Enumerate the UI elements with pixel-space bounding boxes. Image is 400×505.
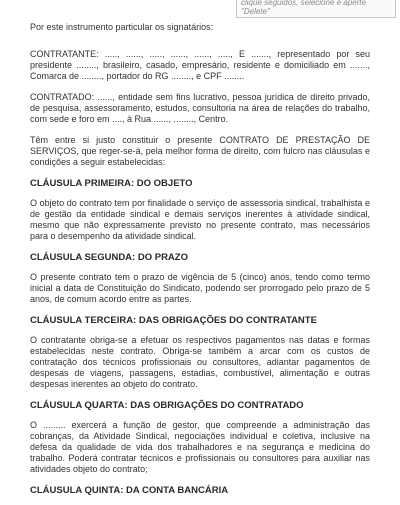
opening-line: Por este instrumento particular os signatários: — [30, 22, 214, 32]
clause-text-terceira: O contratante obriga-se a efetuar os respectivos pagamentos nas datas e formas estabelecidas neste contrato. Obriga-se também a arcar com os custos de contratação dos técnicos profissionais ou consultores, adiantar pagamentos de despesas de viagens, passagens, estadias, combustível, alimentação e outras despesas inerentes ao objeto do contrato. — [30, 335, 370, 389]
contratado-paragraph: CONTRATADO: ......, entidade sem fins lucrativo, pessoa jurídica de direito privado, de pesquisa, assessoramento, estudos, consultoria na área de relações do trabalho, com sede e foro em ...., à Rua ......, ........, Centro. — [30, 92, 370, 124]
instruction-note-text: clique seguidos, selecione e aperte "Delete" — [241, 0, 366, 16]
instruction-note — [236, 0, 396, 18]
clause-text-segunda: O presente contrato tem o prazo de vigência de 5 (cinco) anos, tendo como termo inicial a data de Constituição do Sindicato, podendo ser prorrogado pelo prazo de 5 anos, de comum acordo entre as partes. — [30, 272, 370, 304]
clause-heading-primeira: CLÁUSULA PRIMEIRA: DO OBJETO — [30, 178, 193, 189]
clause-text-primeira: O objeto do contrato tem por finalidade o serviço de assessoria sindical, trabalhista e de gestão da entidade sindical e demais serviços inerentes à atividade sindical, mesmo que não expressamente previsto no presente contrato, mas necessários para o desempenho da atividade sindical. — [30, 198, 370, 241]
clause-heading-terceira: CLÁUSULA TERCEIRA: DAS OBRIGAÇÕES DO CONTRATANTE — [30, 315, 317, 326]
clause-heading-segunda: CLÁUSULA SEGUNDA: DO PRAZO — [30, 252, 188, 263]
intro-paragraph: Têm entre si justo constituir o presente CONTRATO DE PRESTAÇÃO DE SERVIÇOS, que reger-se-á, pela melhor forma de direito, com fulcro nas cláusulas e condições a seguir estabelecidas: — [30, 135, 370, 167]
clause-heading-quarta: CLÁUSULA QUARTA: DAS OBRIGAÇÕES DO CONTRATADO — [30, 400, 304, 411]
clause-heading-quinta: CLÁUSULA QUINTA: DA CONTA BANCÁRIA — [30, 485, 229, 496]
contract-document — [30, 22, 370, 505]
contratante-paragraph: CONTRATANTE: ....., ......, ....., ......, ......, ....., E ......., representado por seu presidente ........, brasileiro, casado, empresário, residente e domiciliado em ......., Comarca de ........, portador do RG ........, e CPF ........ — [30, 49, 370, 81]
clause-text-quarta: O ......... exercerá a função de gestor, que compreende a administração das cobranças, da Atividade Sindical, negociações individual e coletiva, inclusive na defesa da qualidade de vida dos trabalhadores e na segurança e medicina do trabalho. Poderá contratar técnicos e profissionais ou consultores para auxiliar nas atividades objeto do contrato; — [30, 420, 370, 474]
